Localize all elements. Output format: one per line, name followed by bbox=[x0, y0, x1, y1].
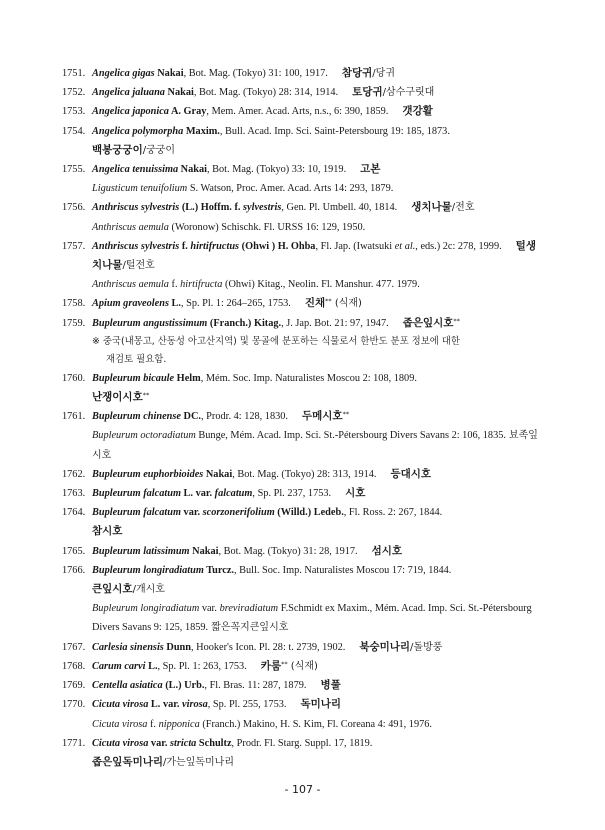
species-entry bbox=[62, 734, 544, 772]
korean-name-line bbox=[92, 522, 544, 541]
citation-text: , eds.) 2c: 278, 1999. bbox=[415, 240, 502, 252]
korean-name: 갯강활 bbox=[402, 105, 433, 118]
synonym-scientific-name: Ligusticum tenuifolium bbox=[92, 183, 188, 195]
korean-name: 백봉궁궁이 bbox=[92, 143, 143, 156]
alternate-korean-name: /돌방풍 bbox=[410, 641, 443, 653]
korean-name: 좁은잎독미나리 bbox=[92, 755, 164, 768]
entry-citation bbox=[92, 298, 291, 309]
synonym-korean-name: 뵤족잎시호 bbox=[92, 430, 538, 461]
scientific-name: Apium graveolens bbox=[92, 298, 169, 310]
citation-text: , Mém. Soc. Imp. Naturalistes Moscou 2: 108, 1809. bbox=[200, 372, 417, 384]
name-mark: ** bbox=[342, 410, 350, 419]
entry-citation bbox=[92, 202, 397, 213]
citation-text: , Sp. Pl. 255, 1753. bbox=[207, 699, 287, 711]
korean-name: 좁은잎시호 bbox=[402, 316, 454, 329]
species-entry bbox=[62, 657, 544, 676]
author-name: L. bbox=[145, 660, 158, 672]
author-name: L. var. bbox=[180, 488, 215, 500]
alternate-korean-name: (식재) bbox=[287, 660, 318, 672]
korean-name: 진채 bbox=[304, 297, 326, 310]
entry-citation bbox=[92, 738, 372, 749]
author-name: (L.) Hoffm. f. bbox=[179, 202, 244, 214]
author-name: (Willd.) Ledeb. bbox=[274, 507, 344, 519]
korean-name: 두메시호 bbox=[301, 410, 343, 423]
synonym-citation: Bunge, Mém. Acad. Imp. Sci. St.-Pétersbourg Divers Savans 2: 106, 1835. bbox=[195, 430, 506, 442]
scientific-name: Anthriscus sylvestris bbox=[92, 202, 180, 214]
synonym-line bbox=[92, 599, 544, 637]
synonym-scientific-name: Anthriscus aemula bbox=[92, 221, 169, 233]
scientific-name: Angelica japonica bbox=[92, 106, 169, 118]
synonym-citation: S. Watson, Proc. Amer. Acad. Arts 14: 293, 1879. bbox=[187, 183, 394, 195]
synonym-scientific-name: Bupleurum longiradiatum bbox=[92, 603, 200, 615]
scientific-name: Anthriscus sylvestris bbox=[92, 240, 180, 252]
scientific-name: stricta bbox=[170, 737, 197, 749]
synonym-citation: (Franch.) Makino, H. S. Kim, Fl. Coreana 4: 491, 1976. bbox=[199, 718, 432, 730]
author-name: var. bbox=[148, 737, 171, 749]
synonym-citation: f. bbox=[147, 718, 159, 730]
alternate-korean-name: /당귀 bbox=[372, 68, 395, 79]
scientific-name: falcatum bbox=[214, 488, 253, 500]
entry-citation bbox=[92, 488, 331, 499]
entry-number: 1766. bbox=[62, 564, 86, 576]
species-entry bbox=[62, 64, 544, 83]
species-entry bbox=[62, 294, 544, 313]
synonym-citation: (Ohwi) Kitag., Neolin. Fl. Manshur. 477. 1979. bbox=[222, 279, 420, 291]
alternate-korean-name: /털전호 bbox=[122, 260, 155, 272]
citation-text: , Bot. Mag. (Tokyo) 33: 10, 1919. bbox=[207, 164, 347, 176]
citation-text: , Fl. Jap. (Iwatsuki bbox=[315, 240, 395, 252]
entry-citation bbox=[92, 699, 286, 710]
author-name: DC. bbox=[180, 411, 202, 423]
citation-text: , Hooker's Icon. Pl. 28: t. 2739, 1902. bbox=[191, 641, 346, 653]
entry-citation bbox=[92, 661, 247, 672]
scientific-name: virosa bbox=[182, 699, 208, 711]
entry-citation bbox=[92, 373, 417, 384]
name-mark: ** bbox=[453, 316, 460, 325]
citation-text: , Bot. Mag. (Tokyo) 31: 100, 1917. bbox=[183, 68, 328, 79]
scientific-name: Angelica gigas bbox=[92, 68, 155, 79]
species-entry bbox=[62, 407, 544, 465]
entry-citation bbox=[92, 318, 389, 329]
entry-citation bbox=[92, 126, 450, 137]
species-entry bbox=[62, 465, 544, 484]
species-entry bbox=[62, 198, 544, 236]
citation-text: , Bot. Mag. (Tokyo) 28: 313, 1914. bbox=[232, 468, 377, 480]
scientific-name: sylvestris bbox=[243, 202, 282, 214]
korean-name: 섬시호 bbox=[371, 544, 403, 557]
species-entry bbox=[62, 542, 544, 561]
entry-number: 1756. bbox=[62, 202, 86, 214]
synonym-line bbox=[92, 179, 544, 198]
entry-number: 1751. bbox=[62, 68, 86, 79]
korean-name: 참당귀 bbox=[341, 67, 373, 79]
scientific-name: hirtifructus bbox=[190, 240, 240, 252]
page-number: - 107 - bbox=[284, 783, 321, 796]
author-name: (Franch.) Kitag. bbox=[207, 317, 282, 329]
citation-text: , Fl. Ross. 2: 267, 1844. bbox=[343, 507, 443, 519]
scientific-name: scorzonerifolium bbox=[202, 507, 275, 519]
entry-citation bbox=[92, 241, 502, 252]
author-name: Nakai bbox=[203, 468, 233, 480]
author-name: Nakai bbox=[154, 68, 184, 79]
author-name: Nakai bbox=[189, 545, 219, 557]
korean-name: 독미나리 bbox=[300, 698, 342, 711]
author-name: var. bbox=[180, 507, 203, 519]
korean-name: 털생치나물 bbox=[92, 239, 536, 272]
synonym-line bbox=[92, 715, 544, 734]
author-name: Dunn bbox=[163, 641, 192, 653]
species-entry bbox=[62, 83, 544, 102]
entry-number: 1757. bbox=[62, 240, 86, 252]
korean-name-line bbox=[92, 388, 544, 407]
entry-note: ※ 중국(내몽고, 산동성 아고산지역) 및 몽골에 분포하는 식물로서 한반도 분포 정보에 대한 bbox=[92, 335, 460, 347]
citation-text: , Bull. Acad. Imp. Sci. Saint-Petersbourg 19: 185, 1873. bbox=[219, 125, 450, 137]
korean-name-line bbox=[92, 141, 544, 160]
species-entry bbox=[62, 369, 544, 407]
scientific-name: Bupleurum latissimum bbox=[92, 545, 190, 557]
korean-name: 토당귀 bbox=[352, 86, 383, 99]
entry-number: 1759. bbox=[62, 317, 86, 329]
entry-number: 1763. bbox=[62, 488, 86, 500]
name-mark: ** bbox=[325, 297, 332, 306]
species-entry bbox=[62, 695, 544, 733]
species-entry bbox=[62, 561, 544, 638]
entry-number: 1761. bbox=[62, 411, 86, 423]
entry-number: 1769. bbox=[62, 680, 86, 692]
entry-citation bbox=[92, 68, 328, 79]
entry-number: 1770. bbox=[62, 699, 86, 711]
citation-text: , Prodr. 4: 128, 1830. bbox=[201, 411, 288, 423]
entry-number: 1764. bbox=[62, 507, 86, 519]
korean-name-line bbox=[92, 753, 544, 772]
entry-number: 1765. bbox=[62, 545, 86, 557]
synonym-scientific-name: Anthriscus aemula bbox=[92, 279, 169, 291]
alternate-korean-name: /삼수구릿대 bbox=[382, 87, 435, 99]
korean-name: 생치나물 bbox=[411, 201, 452, 214]
synonym-line bbox=[92, 275, 544, 294]
korean-name: 병풀 bbox=[320, 679, 341, 692]
name-mark: ** bbox=[142, 391, 150, 400]
scientific-name: Cicuta virosa bbox=[92, 699, 149, 711]
korean-name: 등대시호 bbox=[390, 467, 432, 480]
citation-text: , Bull. Soc. Imp. Naturalistes Moscou 17: 719, 1844. bbox=[234, 564, 452, 576]
synonym-korean-name: 짧은꼭지큰잎시호 bbox=[211, 622, 289, 634]
synonym-citation: var. bbox=[199, 603, 220, 615]
entry-number: 1754. bbox=[62, 125, 86, 137]
alternate-korean-name: /전호 bbox=[451, 202, 475, 214]
alternate-korean-name: /가는잎독미나리 bbox=[163, 756, 235, 768]
entry-citation bbox=[92, 87, 338, 98]
entry-citation bbox=[92, 507, 442, 518]
scientific-name: Carlesia sinensis bbox=[92, 641, 164, 653]
synonym-citation: (Woronow) Schischk. Fl. URSS 16: 129, 1950. bbox=[168, 221, 366, 233]
entry-note: 재검토 필요함. bbox=[106, 353, 167, 365]
alternate-korean-name: /개시호 bbox=[132, 584, 165, 596]
entry-number: 1760. bbox=[62, 372, 86, 384]
author-name: Turcz. bbox=[203, 564, 235, 576]
korean-name: 고본 bbox=[360, 163, 381, 176]
citation-text: , Gen. Pl. Umbell. 40, 1814. bbox=[281, 202, 398, 214]
citation-text: , J. Jap. Bot. 21: 97, 1947. bbox=[281, 317, 389, 329]
entry-citation bbox=[92, 565, 451, 576]
author-name: Helm bbox=[174, 372, 201, 384]
korean-name: 북숭미나리 bbox=[359, 640, 411, 653]
synonym-scientific-name: breviradiatum bbox=[219, 603, 279, 615]
citation-text: , Sp. Pl. 1: 263, 1753. bbox=[157, 660, 247, 672]
scientific-name: Bupleurum falcatum bbox=[92, 507, 181, 519]
citation-text: , Mem. Amer. Acad. Arts, n.s., 6: 390, 1859. bbox=[206, 106, 389, 118]
korean-name: 큰잎시호 bbox=[92, 583, 133, 596]
species-entry bbox=[62, 314, 544, 369]
author-name: Nakai bbox=[178, 164, 208, 176]
author-name: L. var. bbox=[148, 699, 183, 711]
entry-number: 1753. bbox=[62, 106, 86, 118]
entry-citation bbox=[92, 546, 358, 557]
author-name: f. bbox=[179, 240, 191, 252]
author-name: A. Gray bbox=[168, 106, 207, 118]
species-list bbox=[62, 64, 544, 772]
entry-number: 1771. bbox=[62, 737, 86, 749]
citation-text: , Sp. Pl. 237, 1753. bbox=[252, 488, 332, 500]
author-name: Maxim. bbox=[183, 125, 220, 137]
citation-text: , Bot. Mag. (Tokyo) 31: 28, 1917. bbox=[218, 545, 358, 557]
entry-number: 1767. bbox=[62, 641, 86, 653]
entry-number: 1752. bbox=[62, 87, 86, 99]
citation-text: , Sp. Pl. 1: 264–265, 1753. bbox=[180, 298, 291, 310]
korean-name: 카룸 bbox=[260, 659, 282, 672]
entry-number: 1758. bbox=[62, 298, 86, 310]
author-name: L. bbox=[168, 298, 181, 310]
species-entry bbox=[62, 160, 544, 198]
species-entry bbox=[62, 676, 544, 695]
synonym-citation: F.Schmidt ex Maxim., Mém. Acad. Imp. Sci. St.-Pétersbourg Divers Savans 9: 125, 1859. bbox=[92, 603, 532, 634]
scientific-name: Carum carvi bbox=[92, 660, 146, 672]
entry-citation bbox=[92, 106, 388, 117]
korean-name: 참시호 bbox=[92, 525, 123, 538]
species-entry bbox=[62, 638, 544, 657]
citation-text: , Prodr. Fl. Starg. Suppl. 17, 1819. bbox=[231, 737, 373, 749]
author-name: Nakai bbox=[164, 87, 194, 99]
entry-citation bbox=[92, 411, 288, 422]
species-entry bbox=[62, 237, 544, 295]
entry-number: 1755. bbox=[62, 164, 86, 176]
synonym-line bbox=[92, 218, 544, 237]
scientific-name: Bupleurum chinense bbox=[92, 411, 181, 423]
author-name: (L.) Urb. bbox=[162, 680, 205, 692]
name-mark: ** bbox=[281, 659, 288, 668]
synonym-scientific-name: Bupleurum octoradiatum bbox=[92, 430, 196, 442]
scientific-name: Angelica jaluana bbox=[92, 87, 165, 99]
citation-text: et al. bbox=[394, 240, 416, 252]
entry-citation bbox=[92, 680, 306, 691]
alternate-korean-name: (식재) bbox=[331, 298, 362, 310]
citation-text: , Fl. Bras. 11: 287, 1879. bbox=[204, 680, 307, 692]
scientific-name: Angelica tenuissima bbox=[92, 164, 179, 176]
synonym-scientific-name: nipponica bbox=[158, 718, 200, 730]
entry-number: 1762. bbox=[62, 468, 86, 480]
entry-citation bbox=[92, 164, 346, 175]
entry-number: 1768. bbox=[62, 660, 86, 672]
author-name: (Ohwi ) H. Ohba bbox=[239, 240, 316, 252]
scientific-name: Bupleurum falcatum bbox=[92, 488, 181, 500]
synonym-scientific-name: hirtifructa bbox=[180, 279, 223, 291]
species-entry bbox=[62, 102, 544, 121]
author-name: Schultz bbox=[196, 737, 232, 749]
scientific-name: Bupleurum euphorbioides bbox=[92, 468, 204, 480]
scientific-name: Centella asiatica bbox=[92, 680, 163, 692]
alternate-korean-name: /궁궁이 bbox=[142, 144, 176, 156]
scientific-name: Bupleurum bicaule bbox=[92, 372, 175, 384]
synonym-line bbox=[92, 426, 544, 464]
synonym-citation: f. bbox=[168, 279, 181, 291]
entry-citation bbox=[92, 642, 345, 653]
korean-name: 시호 bbox=[345, 487, 366, 500]
scientific-name: Cicuta virosa bbox=[92, 737, 149, 749]
species-entry bbox=[62, 503, 544, 541]
korean-name: 난쟁이시호 bbox=[92, 391, 143, 404]
citation-text: , Bot. Mag. (Tokyo) 28: 314, 1914. bbox=[193, 87, 339, 99]
synonym-scientific-name: Cicuta virosa bbox=[92, 718, 148, 730]
scientific-name: Angelica polymorpha bbox=[92, 125, 184, 137]
korean-name-line bbox=[92, 580, 544, 599]
species-entry bbox=[62, 122, 544, 160]
species-entry bbox=[62, 484, 544, 503]
entry-citation bbox=[92, 469, 377, 480]
scientific-name: Bupleurum angustissimum bbox=[92, 317, 208, 329]
scientific-name: Bupleurum longiradiatum bbox=[92, 564, 204, 576]
